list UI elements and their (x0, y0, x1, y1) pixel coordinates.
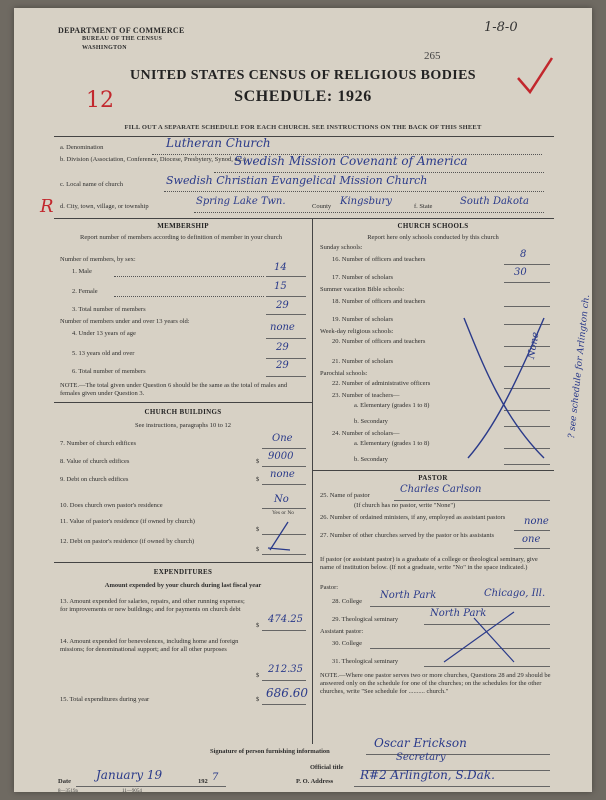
q24-label: 24. Number of scholars— (332, 430, 400, 437)
date-value: January 19 (96, 768, 163, 782)
q1-value: 14 (274, 262, 287, 273)
graduate-note: If pastor (or assistant pastor) is a graduate of a college or theological seminary, give name of institution below. (If not a graduate, write "No" in the space indicated.) (320, 556, 538, 571)
q9-value: none (270, 469, 295, 480)
q16-value: 8 (520, 249, 527, 260)
q17-value: 30 (514, 267, 527, 278)
q23b-label: b. Secondary (354, 418, 388, 425)
q6-label: 6. Total number of members (72, 368, 146, 375)
q5-label: 5. 13 years old and over (72, 350, 135, 357)
form-title: UNITED STATES CENSUS OF RELIGIOUS BODIES (129, 68, 476, 83)
local-name-label: c. Local name of church (60, 181, 123, 188)
schedule-title: SCHEDULE: 1926 (234, 88, 372, 105)
denomination-label: a. Denomination (60, 144, 104, 151)
stamp-number: 265 (424, 50, 441, 62)
members-by-age-label: Number of members under and over 13 years old: (60, 318, 190, 325)
q21-label: 21. Number of scholars (332, 358, 394, 365)
membership-note: NOTE.—The total given under Question 6 should be the same as the total of males and females given under Question 3. (60, 382, 288, 397)
assistant-subhead: Assistant pastor: (320, 628, 364, 635)
q14-dollar: $ (256, 672, 260, 679)
q17-label: 17. Number of scholars (332, 274, 394, 281)
q12-label: 12. Debt on pastor's residence (if owned by church) (60, 538, 195, 545)
q7-value: One (272, 433, 293, 444)
denomination-value: Lutheran Church (166, 136, 271, 150)
q4-value: none (270, 322, 295, 333)
q3-label: 3. Total number of members (72, 306, 146, 313)
q27-label: 27. Number of other churches served by the pastor or his assistants (320, 532, 495, 539)
county-value: Kingsbury (340, 196, 392, 207)
department-name: DEPARTMENT OF COMMERCE (58, 26, 185, 35)
schools-none-note: None (526, 331, 542, 360)
red-mark-number: 12 (86, 88, 114, 113)
q28-city: Chicago, Ill. (484, 588, 546, 599)
signature-value: Oscar Erickson (374, 736, 467, 750)
q15-dollar: $ (256, 696, 260, 703)
city-label: d. City, town, village, or township (60, 203, 149, 210)
q31-label: 31. Theological seminary (332, 658, 399, 665)
schools-cross-out (454, 298, 554, 473)
summer-label: Summer vacation Bible schools: (320, 286, 405, 293)
membership-intro: Report number of members according to definition of member in your church (80, 234, 282, 241)
q18-label: 18. Number of officers and teachers (332, 298, 426, 305)
expenditures-intro: Amount expended by your church during last fiscal year (104, 582, 262, 589)
local-name-value: Swedish Christian Evangelical Mission Church (166, 174, 428, 187)
red-margin-letter: R (40, 196, 54, 217)
date-label: Date (58, 778, 71, 785)
q6-value: 29 (276, 360, 289, 371)
corner-note: 1-8-0 (484, 20, 518, 35)
q13-dollar: $ (256, 622, 260, 629)
form-number: 8—3519a (58, 789, 78, 792)
print-number: 11—9054 (122, 789, 142, 792)
signature-label: Signature of person furnishing information (210, 748, 330, 755)
division-value: Swedish Mission Covenant of America (234, 154, 468, 168)
q19-label: 19. Number of scholars (332, 316, 394, 323)
po-address-value: R#2 Arlington, S.Dak. (360, 768, 495, 782)
q25-note: (If church has no pastor, write "None") (354, 502, 456, 509)
division-label: b. Division (Association, Conference, Diocese, Presbytery, Synod, etc.) (60, 156, 246, 163)
q12-dollar: $ (256, 546, 260, 553)
q23-label: 23. Number of teachers— (332, 392, 400, 399)
q13-label: 13. Amount expended for salaries, repairs, and other running expenses; for improvements or new buildings; and for payments on church debt (60, 598, 245, 613)
q22-label: 22. Number of administrative officers (332, 380, 431, 387)
q30-label: 30. College (332, 640, 362, 647)
q29-value: North Park (430, 608, 487, 619)
bureau-name: BUREAU OF THE CENSUS (82, 36, 163, 42)
schools-heading: CHURCH SCHOOLS (397, 222, 469, 230)
q23a-label: a. Elementary (grades 1 to 8) (354, 402, 430, 409)
q8-value: 9000 (268, 451, 294, 462)
q14-label: 14. Amount expended for benevolences, including home and foreign missions; for denominational support; and for all other purposes (60, 638, 239, 653)
margin-note: ? see schedule for Arlington ch. (567, 294, 592, 440)
q1-label: 1. Male (72, 268, 92, 275)
pastor-note: NOTE.—Where one pastor serves two or more churches, Questions 28 and 29 should be answered only on the schedule for one of the churches; on the schedules for the other churches, write "See schedule for .......... church." (320, 672, 551, 695)
q28-value: North Park (380, 590, 437, 601)
q20-label: 20. Number of officers and teachers (332, 338, 426, 345)
q13-value: 474.25 (268, 614, 303, 625)
q24a-label: a. Elementary (grades 1 to 8) (354, 440, 430, 447)
department-block (58, 26, 185, 53)
q15-label: 15. Total expenditures during year (60, 696, 150, 703)
q8-label: 8. Value of church edifices (60, 458, 130, 465)
buildings-heading: CHURCH BUILDINGS (144, 408, 222, 416)
city-value: Spring Lake Twn. (196, 196, 286, 207)
q24b-label: b. Secondary (354, 456, 388, 463)
q10-value: No (274, 494, 289, 505)
schools-intro: Report here only schools conducted by this church (367, 234, 499, 241)
parochial-label: Parochial schools: (320, 370, 368, 377)
po-address-label: P. O. Address (296, 778, 334, 785)
instruction-line: FILL OUT A SEPARATE SCHEDULE FOR EACH CHURCH. SEE INSTRUCTIONS ON THE BACK OF THIS SHEET (124, 124, 482, 131)
q28-label: 28. College (332, 598, 362, 605)
q4-label: 4. Under 13 years of age (72, 330, 136, 337)
official-title-value: Secretary (396, 752, 446, 763)
q26-label: 26. Number of ordained ministers, if any, employed as assistant pastors (320, 514, 506, 521)
q15-value: 686.60 (266, 686, 308, 700)
county-label: County (312, 203, 332, 210)
membership-heading: MEMBERSHIP (157, 222, 209, 230)
expenditures-heading: EXPENDITURES (153, 568, 213, 576)
assistant-cross-out (434, 608, 534, 673)
year-prefix: 192 (198, 778, 208, 785)
q10-label: 10. Does church own pastor's residence (60, 502, 163, 509)
year-value: 7 (212, 772, 219, 783)
sunday-label: Sunday schools: (320, 244, 363, 251)
q8-dollar: $ (256, 458, 260, 465)
q3-value: 29 (276, 300, 289, 311)
q16-label: 16. Number of officers and teachers (332, 256, 426, 263)
pastor-subhead: Pastor: (320, 584, 339, 591)
q9-dollar: $ (256, 476, 260, 483)
x-out-mark (264, 518, 294, 559)
official-title-label: Official title (310, 764, 344, 771)
q26-value: none (524, 516, 549, 527)
buildings-intro: See instructions, paragraphs 10 to 12 (134, 422, 232, 429)
q25-value: Charles Carlson (400, 484, 482, 495)
q9-label: 9. Debt on church edifices (60, 476, 129, 483)
q2-value: 15 (274, 281, 287, 292)
census-schedule-sheet (14, 8, 592, 792)
q2-label: 2. Female (72, 288, 98, 295)
q5-value: 29 (276, 342, 289, 353)
pastor-heading: PASTOR (418, 474, 448, 482)
q25-label: 25. Name of pastor (320, 492, 370, 499)
members-by-sex-label: Number of members, by sex: (60, 256, 136, 263)
q7-label: 7. Number of church edifices (60, 440, 136, 447)
state-value: South Dakota (460, 196, 529, 207)
state-label: f. State (414, 203, 433, 210)
q27-value: one (522, 534, 541, 545)
q11-dollar: $ (256, 526, 260, 533)
weekday-label: Week-day religious schools: (320, 328, 394, 335)
q14-value: 212.35 (268, 664, 303, 675)
yes-no-hint: Yes or No (272, 510, 295, 516)
q29-label: 29. Theological seminary (332, 616, 399, 623)
q11-label: 11. Value of pastor's residence (if owned by church) (60, 518, 195, 525)
city-name: WASHINGTON (82, 45, 127, 51)
